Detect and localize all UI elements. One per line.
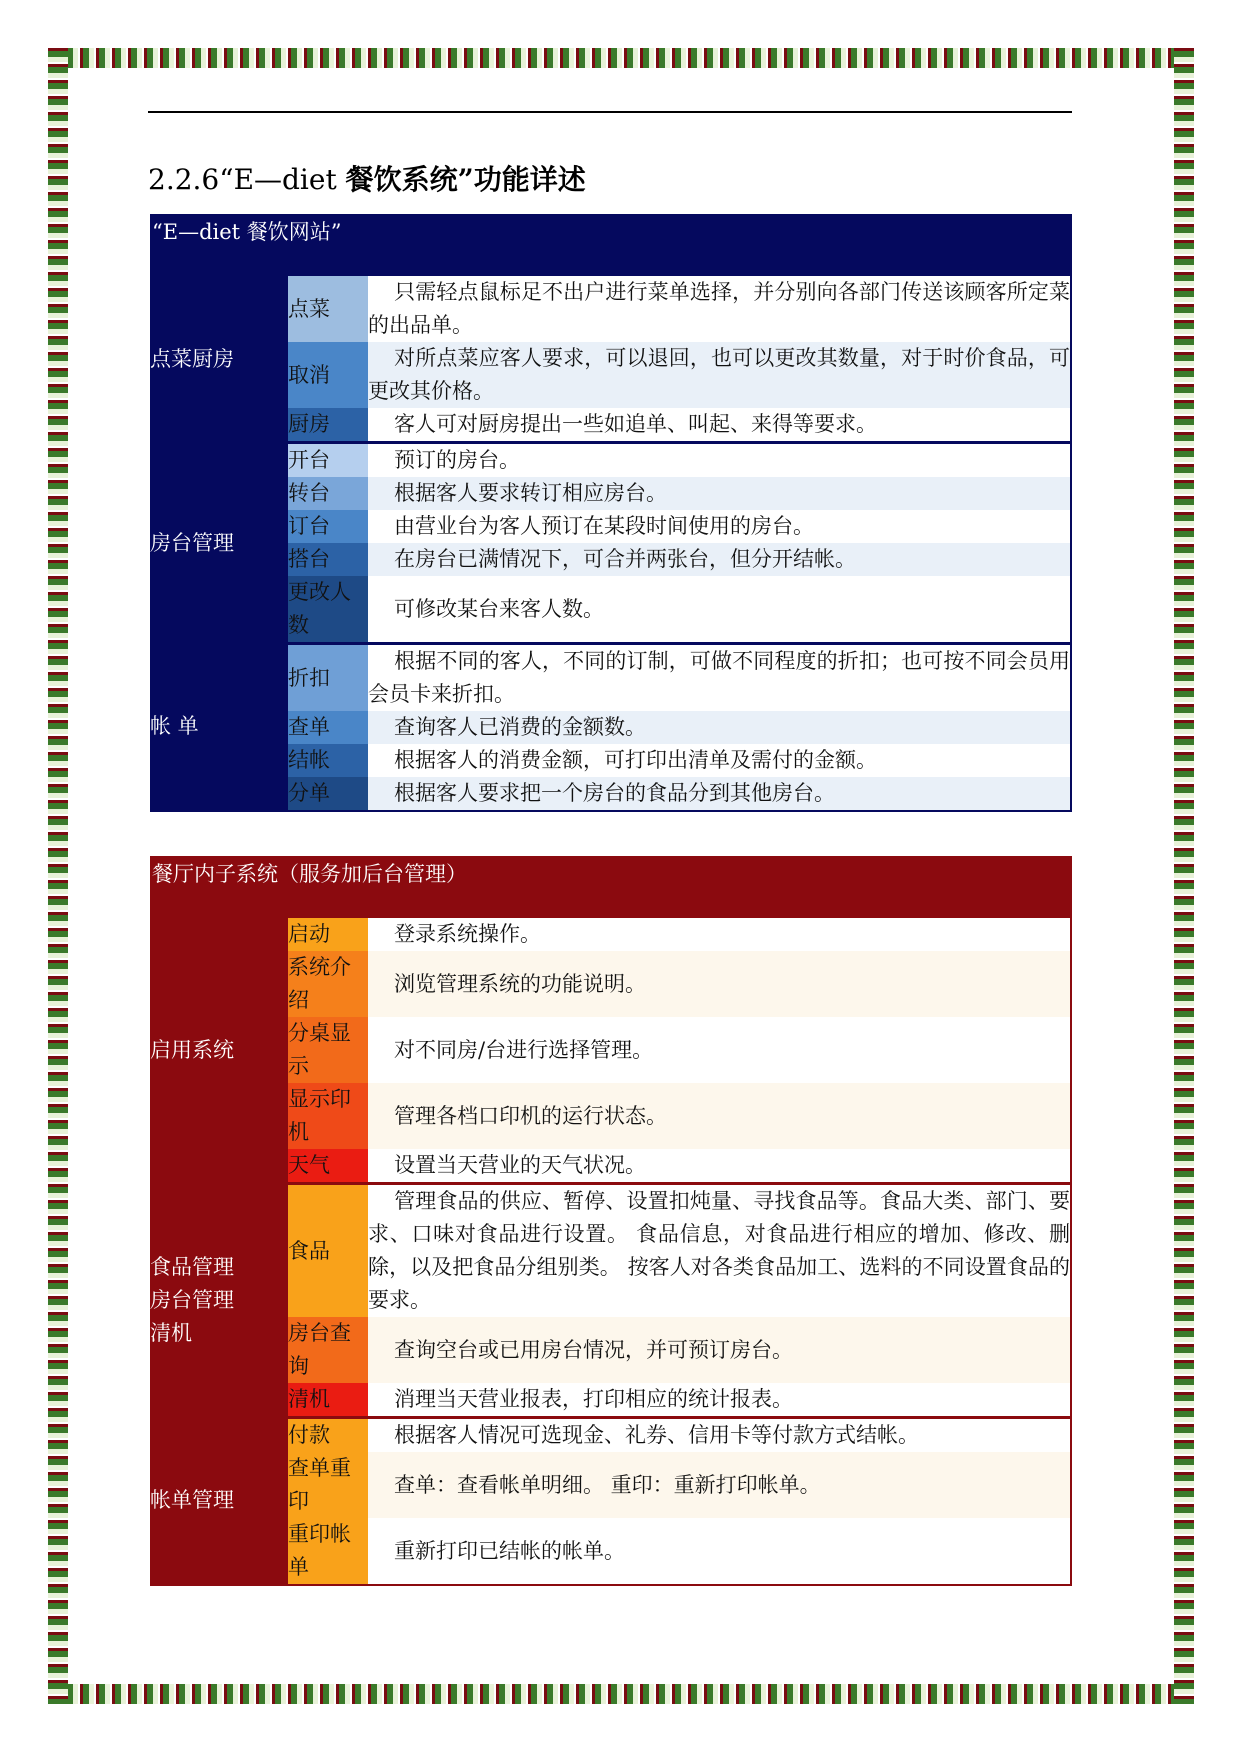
function-name-cell: 结帐 xyxy=(288,744,368,777)
function-description-cell xyxy=(368,510,1071,543)
function-description-cell xyxy=(368,1149,1071,1184)
description-text: 查单：查看帐单明细。 重印：重新打印帐单。 xyxy=(394,1472,821,1497)
table-row xyxy=(150,744,1071,777)
description-text: 根据客人要求把一个房台的食品分到其他房台。 xyxy=(394,781,835,805)
function-description-cell xyxy=(368,1452,1071,1518)
table-row xyxy=(150,443,1071,478)
function-name-cell: 取消 xyxy=(288,342,368,408)
function-name-cell: 查单重印 xyxy=(288,1452,368,1518)
function-description-cell xyxy=(368,408,1071,443)
function-description-cell xyxy=(368,711,1071,744)
description-text: 对不同房/台进行选择管理。 xyxy=(394,1037,654,1062)
description-text: 客人可对厨房提出一些如追单、叫起、来得等要求。 xyxy=(394,412,877,436)
page-border-left xyxy=(48,48,68,1704)
function-description-cell xyxy=(368,951,1071,1017)
function-name-cell: 分单 xyxy=(288,777,368,811)
page-border-right xyxy=(1174,48,1194,1704)
description-text: 查询客人已消费的金额数。 xyxy=(394,715,646,739)
table-row xyxy=(150,276,1071,342)
function-name-cell: 启动 xyxy=(288,918,368,951)
heading-number: 2.2.6 xyxy=(148,163,220,196)
table-row xyxy=(150,1017,1071,1083)
function-name-cell: 更改人数 xyxy=(288,576,368,644)
category-cell: 房台管理 xyxy=(150,443,288,644)
table-row xyxy=(150,576,1071,644)
function-description-cell xyxy=(368,1184,1071,1318)
function-name-cell: 订台 xyxy=(288,510,368,543)
table-title: 餐厅内子系统（服务加后台管理） xyxy=(150,856,1071,918)
function-name-cell: 天气 xyxy=(288,1149,368,1184)
description-text: 消理当天营业报表，打印相应的统计报表。 xyxy=(394,1387,793,1411)
category-cell: 点菜厨房 xyxy=(150,276,288,443)
table-row xyxy=(150,543,1071,576)
table-row xyxy=(150,1083,1071,1149)
description-text: 根据客人情况可选现金、礼券、信用卡等付款方式结帐。 xyxy=(394,1423,919,1447)
function-name-cell: 查单 xyxy=(288,711,368,744)
function-name-cell: 显示印机 xyxy=(288,1083,368,1149)
function-name-cell: 分桌显示 xyxy=(288,1017,368,1083)
heading-prefix: “E—diet xyxy=(219,163,337,196)
section-heading xyxy=(148,162,586,198)
function-description-cell xyxy=(368,777,1071,811)
function-description-cell xyxy=(368,918,1071,951)
function-name-cell: 开台 xyxy=(288,443,368,478)
description-text: 查询空台或已用房台情况，并可预订房台。 xyxy=(394,1337,793,1362)
description-text: 可修改某台来客人数。 xyxy=(394,596,604,621)
description-text: 根据客人要求转订相应房台。 xyxy=(394,481,667,505)
function-name-cell: 清机 xyxy=(288,1383,368,1418)
function-name-cell: 系统介绍 xyxy=(288,951,368,1017)
page-border-bottom xyxy=(48,1684,1194,1704)
page-border-top xyxy=(48,48,1194,68)
function-description-cell xyxy=(368,342,1071,408)
table-row xyxy=(150,1418,1071,1453)
description-text: 对所点菜应客人要求，可以退回，也可以更改其数量，对于时价食品，可更改其价格。 xyxy=(368,346,1070,403)
function-description-cell xyxy=(368,1083,1071,1149)
function-description-cell xyxy=(368,1317,1071,1383)
table-row xyxy=(150,1149,1071,1184)
table-row xyxy=(150,510,1071,543)
function-name-cell: 重印帐单 xyxy=(288,1518,368,1585)
description-text: 只需轻点鼠标足不出户进行菜单选择，并分别向各部门传送该顾客所定菜的出品单。 xyxy=(368,280,1070,337)
table-row xyxy=(150,951,1071,1017)
function-name-cell: 转台 xyxy=(288,477,368,510)
function-description-cell xyxy=(368,543,1071,576)
table-row xyxy=(150,1317,1071,1383)
description-text: 根据不同的客人，不同的订制，可做不同程度的折扣；也可按不同会员用会员卡来折扣。 xyxy=(368,649,1070,706)
function-name-cell: 房台查询 xyxy=(288,1317,368,1383)
function-description-cell xyxy=(368,1383,1071,1418)
function-name-cell: 厨房 xyxy=(288,408,368,443)
table-row xyxy=(150,1518,1071,1585)
function-name-cell: 搭台 xyxy=(288,543,368,576)
description-text: 由营业台为客人预订在某段时间使用的房台。 xyxy=(394,514,814,538)
description-text: 根据客人的消费金额，可打印出清单及需付的金额。 xyxy=(394,748,877,772)
table-row xyxy=(150,918,1071,951)
description-text: 重新打印已结帐的帐单。 xyxy=(394,1538,625,1563)
table-row xyxy=(150,1184,1071,1318)
website-feature-table xyxy=(150,214,1072,812)
function-description-cell xyxy=(368,1017,1071,1083)
description-text: 管理食品的供应、暂停、设置扣炖量、寻找食品等。食品大类、部门、要求、口味对食品进行设置。 食品信息，对食品进行相应的增加、修改、删除，以及把食品分组别类。 按客人对各类食品加工、选料的不同设置食品的要求。 xyxy=(368,1189,1070,1312)
function-name-cell: 食品 xyxy=(288,1184,368,1318)
description-text: 设置当天营业的天气状况。 xyxy=(394,1153,646,1177)
heading-suffix: 餐饮系统”功能详述 xyxy=(345,163,586,196)
header-rule xyxy=(148,111,1072,113)
category-cell: 帐 单 xyxy=(150,644,288,812)
table-row xyxy=(150,711,1071,744)
function-description-cell xyxy=(368,576,1071,644)
table-row xyxy=(150,408,1071,443)
function-description-cell xyxy=(368,276,1071,342)
table-title: “E—diet 餐饮网站” xyxy=(150,214,1071,276)
table-row xyxy=(150,777,1071,811)
backend-feature-table xyxy=(150,856,1072,1586)
table-row xyxy=(150,644,1071,712)
function-description-cell xyxy=(368,1418,1071,1453)
function-description-cell xyxy=(368,443,1071,478)
table-row xyxy=(150,477,1071,510)
table-row xyxy=(150,1383,1071,1418)
function-name-cell: 付款 xyxy=(288,1418,368,1453)
function-description-cell xyxy=(368,644,1071,712)
description-text: 预订的房台。 xyxy=(394,448,520,472)
description-text: 在房台已满情况下，可合并两张台，但分开结帐。 xyxy=(394,547,856,571)
function-name-cell: 折扣 xyxy=(288,644,368,712)
function-description-cell xyxy=(368,1518,1071,1585)
table-row xyxy=(150,342,1071,408)
category-cell: 启用系统 xyxy=(150,918,288,1184)
category-cell: 帐单管理 xyxy=(150,1418,288,1586)
description-text: 管理各档口印机的运行状态。 xyxy=(394,1103,667,1128)
function-description-cell xyxy=(368,477,1071,510)
function-description-cell xyxy=(368,744,1071,777)
description-text: 浏览管理系统的功能说明。 xyxy=(394,971,646,996)
description-text: 登录系统操作。 xyxy=(394,922,541,946)
function-name-cell: 点菜 xyxy=(288,276,368,342)
category-cell: 食品管理 房台管理 清机 xyxy=(150,1184,288,1418)
table-row xyxy=(150,1452,1071,1518)
